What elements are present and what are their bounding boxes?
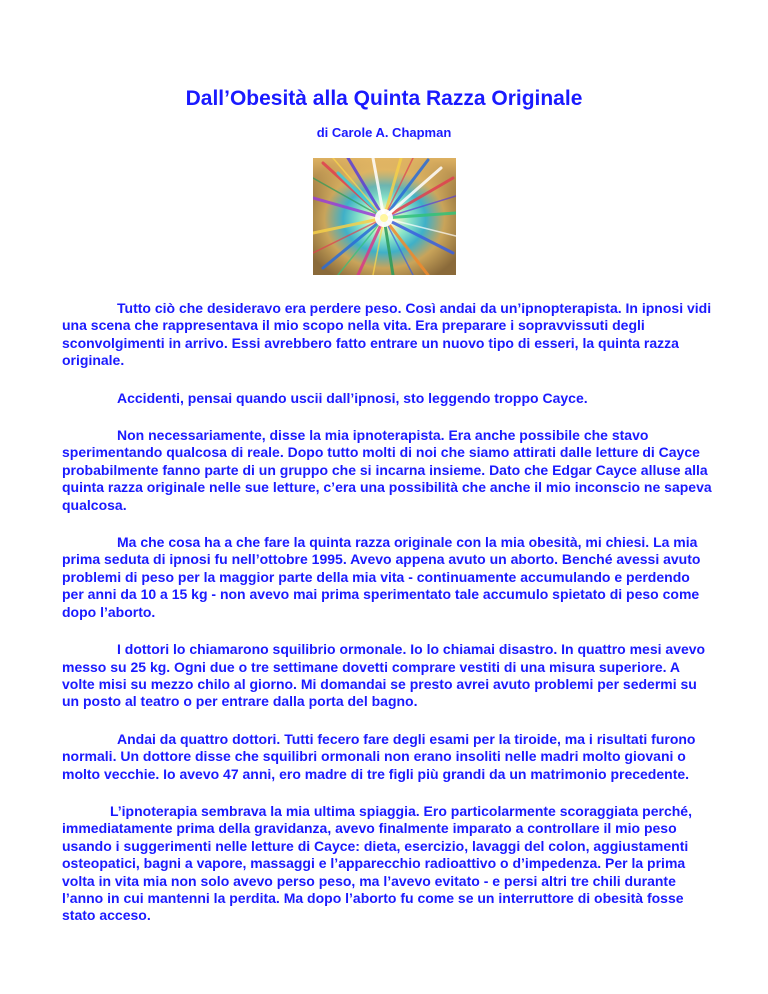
paragraph: I dottori lo chiamarono squilibrio ormonale. Io lo chiamai disastro. In quattro mesi avevo messo su 25 kg. Ogni due o tre settimane dovetti comprare vestiti di una misura superiore. A volte misi su mezzo chilo al giorno. Mi domandai se presto avrei avuto problemi per sedermi su un posto al teatro o per entrare dalla porta del bagno. bbox=[62, 641, 706, 710]
author-byline: di Carole A. Chapman bbox=[316, 125, 452, 140]
paragraph: Tutto ciò che desideravo era perdere peso. Così andai da un’ipnopterapista. In ipnosi vidi una scena che rappresentava il mio scopo nella vita. Era preparare i sopravvissuti degli sconvolgimenti in arrivo. Essi avrebbero fatto entrare un nuovo tipo di esseri, la quinta razza originale. bbox=[62, 300, 712, 369]
paragraph: Accidenti, pensai quando uscii dall’ipnosi, sto leggendo troppo Cayce. bbox=[117, 389, 588, 406]
document-title: Dall’Obesità alla Quinta Razza Originale bbox=[185, 87, 583, 110]
abstract-radiant-painting-icon bbox=[313, 158, 456, 275]
paragraph: L’ipnoterapia sembrava la mia ultima spiaggia. Ero particolarmente scoraggiata perché, immediatamente prima della gravidanza, avevo finalmente imparato a controllare il mio peso usando i suggerimenti nelle letture di Cayce: dieta, esercizio, lavaggi del colon, aggiustamenti osteopatici, bagni a vapore, massaggi e l’apparecchio radioattivo o d’impedenza. Per la prima volta in vita mia non solo avevo perso peso, ma l’avevo evitato - e persi altri tre chili durante l’anno in cui mantenni la perdita. Ma dopo l’aborto fu come se un interruttore di obesità fosse stato acceso. bbox=[62, 802, 692, 924]
paragraph: Non necessariamente, disse la mia ipnoterapista. Era anche possibile che stavo sperimentando qualcosa di reale. Dopo tutto molti di noi che siamo attirati dalle letture di Cayce probabilmente fanno parte di un gruppo che si incarna insieme. Dato che Edgar Cayce alluse alla quinta razza originale nelle sue letture, c’era una possibilità che anche il mio inconscio ne sapeva qualcosa. bbox=[62, 427, 712, 513]
paragraph: Ma che cosa ha a che fare la quinta razza originale con la mia obesità, mi chiesi. La mia prima seduta di ipnosi fu nell’ottobre 1995. Avevo appena avuto un aborto. Benché avessi avuto problemi di peso per la maggior parte della mia vita - continuamente accumulando e perdendo per anni da 10 a 15 kg - non avevo mai prima sperimentato tale accumulo spietato di peso come dopo l’aborto. bbox=[62, 534, 701, 620]
article-body bbox=[62, 300, 714, 945]
paragraph: Andai da quattro dottori. Tutti fecero fare degli esami per la tiroide, ma i risultati furono normali. Un dottore disse che squilibri ormonali non erano insoliti nelle madri molto giovani o molto vecchie. Io avevo 47 anni, ero madre di tre figli più grandi da un matrimonio precedente. bbox=[62, 730, 696, 782]
